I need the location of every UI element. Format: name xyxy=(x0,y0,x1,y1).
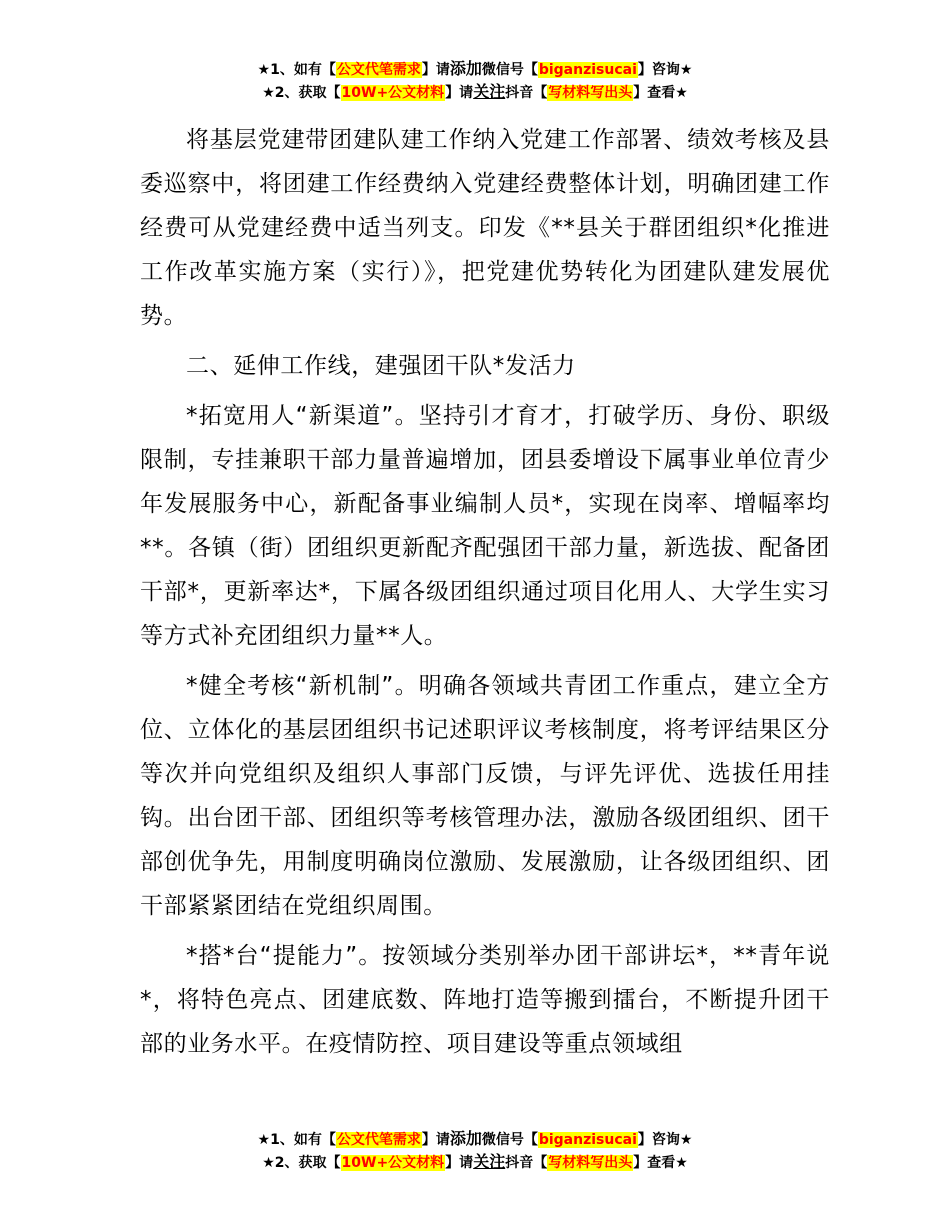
banner-line-1: ★1、如有【公文代笔需求】请添加微信号【biganzisucai】咨询★ xyxy=(257,1129,693,1148)
banner-line-2: ★2、获取【10W+公文材料】请关注抖音【写材料写出头】查看★ xyxy=(262,1152,688,1171)
highlight-service: 公文代笔需求 xyxy=(336,1132,421,1148)
highlight-wechat-id: biganzisucai xyxy=(538,1132,637,1148)
paragraph: *健全考核“新机制”。明确各领域共青团工作重点，建立全方位、立体化的基层团组织书记述职评议考核制度，将考评结果区分等次并向党组织及组织人事部门反馈，与评先评优、选拔任用挂钩。出台团干部、团组织等考核管理办法，激励各级团组织、团干部创优争先，用制度明确岗位激励、发展激励，让各级团组织、团干部紧紧团结在党组织周围。 xyxy=(140,673,830,919)
highlight-douyin: 写材料写出头 xyxy=(548,1155,633,1171)
document-body xyxy=(140,118,830,1072)
header-banner xyxy=(0,58,950,104)
highlight-wechat-id: biganzisucai xyxy=(538,62,637,78)
highlight-materials: 10W+公文材料 xyxy=(341,1155,445,1171)
section-heading: 二、延伸工作线，建强团干队*发活力 xyxy=(186,353,576,379)
banner-line-1: ★1、如有【公文代笔需求】请添加微信号【biganzisucai】咨询★ xyxy=(257,59,693,78)
banner-line-2: ★2、获取【10W+公文材料】请关注抖音【写材料写出头】查看★ xyxy=(262,82,688,101)
highlight-douyin: 写材料写出头 xyxy=(548,85,633,101)
paragraph: *拓宽用人“新渠道”。坚持引才育才，打破学历、身份、职级限制，专挂兼职干部力量普遍增加，团县委增设下属事业单位青少年发展服务中心，新配备事业编制人员*，实现在岗率、增幅率均**。各镇（街）团组织更新配齐配强团干部力量，新选拔、配备团干部*，更新率达*，下属各级团组织通过项目化用人、大学生实习等方式补充团组织力量**人。 xyxy=(140,403,830,649)
highlight-service: 公文代笔需求 xyxy=(336,62,421,78)
footer-banner xyxy=(0,1128,950,1174)
paragraph: 将基层党建带团建队建工作纳入党建工作部署、绩效考核及县委巡察中，将团建工作经费纳入党建经费整体计划，明确团建工作经费可从党建经费中适当列支。印发《**县关于群团组织*化推进工作改革实施方案（实行）》，把党建优势转化为团建队建发展优势。 xyxy=(140,127,830,329)
highlight-materials: 10W+公文材料 xyxy=(341,85,445,101)
paragraph: *搭*台“提能力”。按领域分类别举办团干部讲坛*，**青年说*，将特色亮点、团建底数、阵地打造等搬到擂台，不断提升团干部的业务水平。在疫情防控、项目建设等重点领域组 xyxy=(140,943,830,1057)
